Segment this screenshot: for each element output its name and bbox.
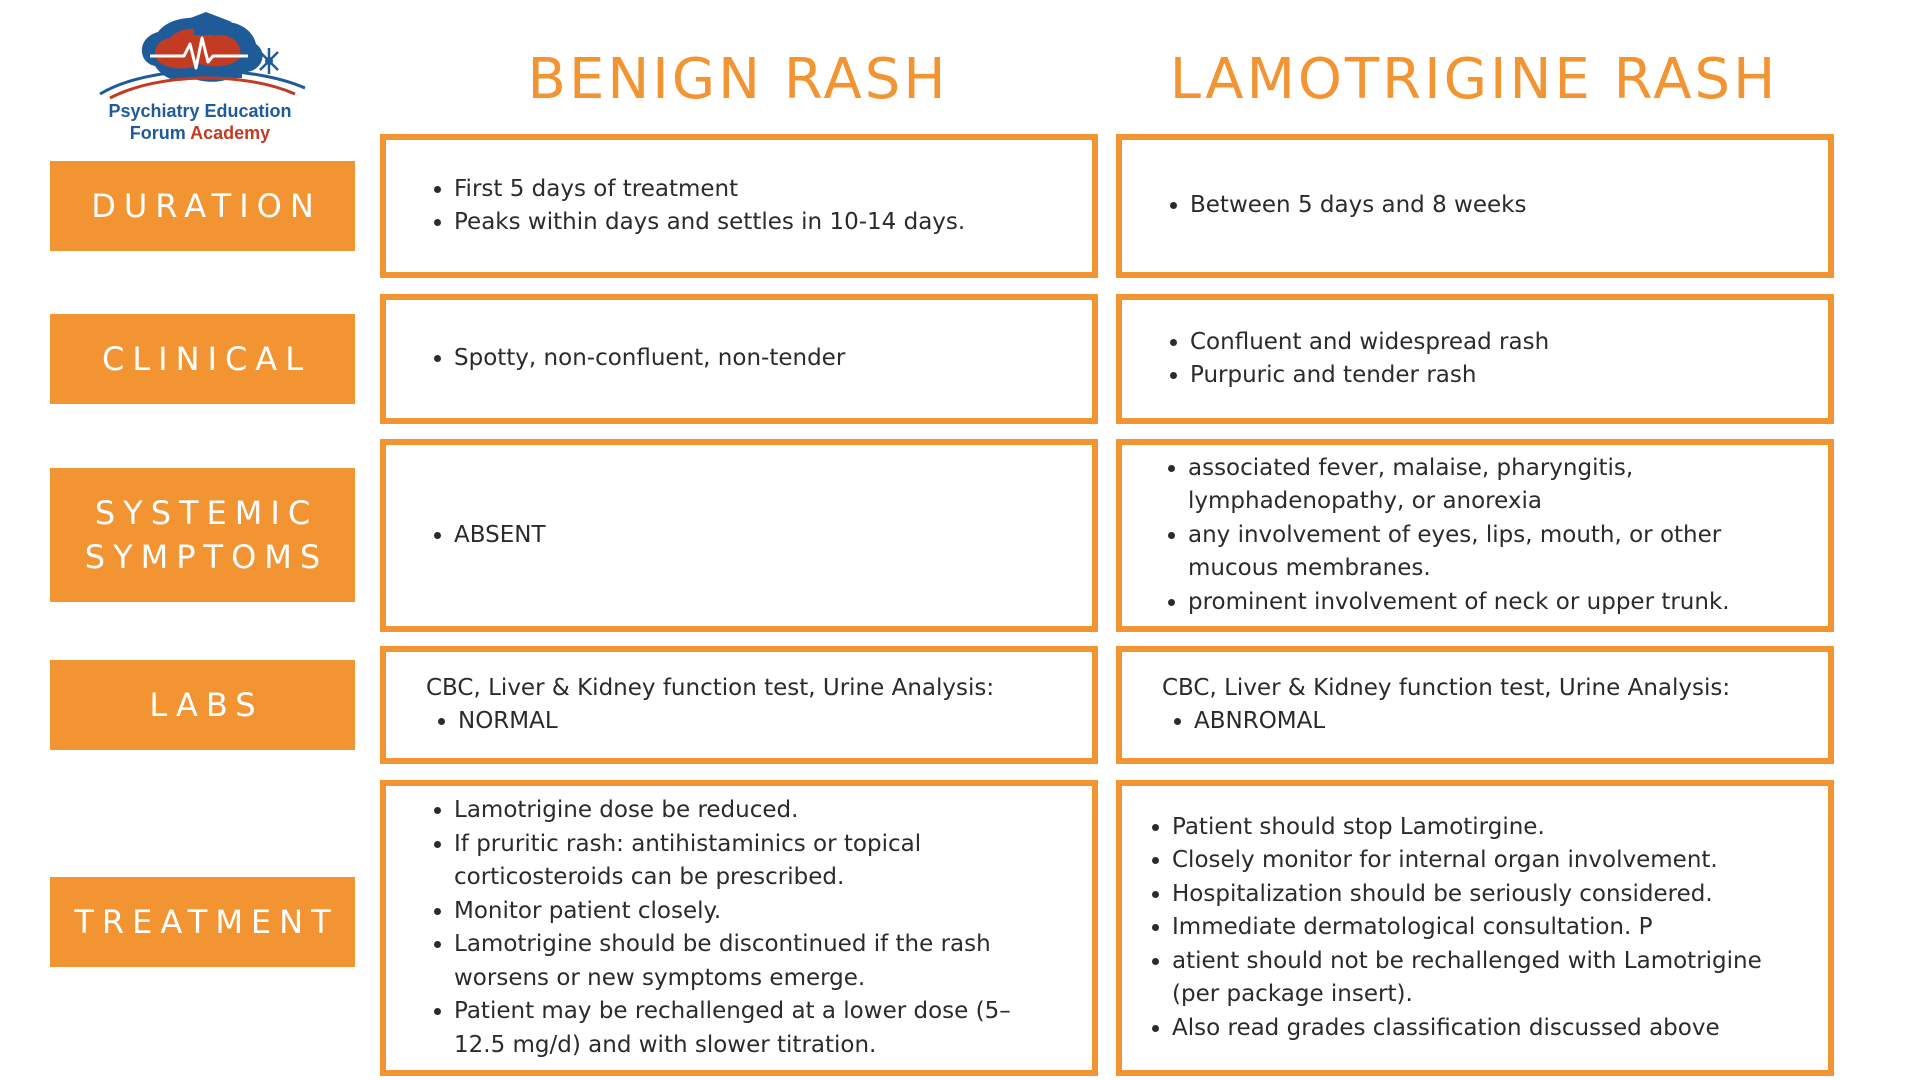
benign-treatment-list bbox=[422, 794, 1052, 1062]
lamotrigine-treatment-cell bbox=[1116, 780, 1834, 1076]
row-label-treatment: TREATMENT bbox=[50, 877, 355, 967]
benign-systemic-cell bbox=[380, 439, 1098, 632]
list-item: • NORMAL bbox=[458, 705, 1072, 739]
benign-clinical-list bbox=[422, 342, 1072, 376]
row-label-labs: LABS bbox=[50, 660, 355, 750]
logo-text bbox=[80, 100, 320, 144]
benign-treatment-cell bbox=[380, 780, 1098, 1076]
list-item: • any involvement of eyes, lips, mouth, or other mucous membranes. bbox=[1188, 519, 1808, 586]
list-item: • If pruritic rash: antihistaminics or topical corticosteroids can be prescribed. bbox=[454, 828, 1052, 895]
list-item: • Lamotrigine should be discontinued if the rash worsens or new symptoms emerge. bbox=[454, 928, 1052, 995]
list-item: • atient should not be rechallenged with Lamotrigine (per package insert). bbox=[1172, 945, 1798, 1012]
list-item: • First 5 days of treatment bbox=[454, 173, 1072, 207]
lamotrigine-clinical-cell bbox=[1116, 294, 1834, 424]
benign-systemic-list bbox=[422, 519, 1072, 553]
benign-labs-cell bbox=[380, 646, 1098, 764]
row-label-systemic-line2: SYMPTOMS bbox=[84, 538, 329, 576]
lamotrigine-labs-intro: CBC, Liver & Kidney function test, Urine Analysis: bbox=[1162, 674, 1731, 701]
benign-clinical-cell bbox=[380, 294, 1098, 424]
lamotrigine-labs-cell bbox=[1116, 646, 1834, 764]
list-item: • Closely monitor for internal organ involvement. bbox=[1172, 844, 1798, 878]
benign-duration-cell bbox=[380, 134, 1098, 278]
list-item: • Immediate dermatological consultation. P bbox=[1172, 911, 1798, 945]
list-item: • Between 5 days and 8 weeks bbox=[1190, 189, 1808, 223]
lamotrigine-clinical-list bbox=[1158, 326, 1808, 393]
list-item: • Hospitalization should be seriously considered. bbox=[1172, 878, 1798, 912]
academy-logo bbox=[80, 8, 320, 148]
list-item: • Monitor patient closely. bbox=[454, 895, 1052, 929]
lamotrigine-treatment-list bbox=[1140, 811, 1798, 1046]
brain-with-mortarboard-and-heartbeat-icon bbox=[80, 8, 320, 103]
lamotrigine-labs-list bbox=[1162, 705, 1808, 739]
list-item: • Spotty, non-confluent, non-tender bbox=[454, 342, 1072, 376]
benign-labs-list bbox=[426, 705, 1072, 739]
list-item: • Patient should stop Lamotirgine. bbox=[1172, 811, 1798, 845]
logo-line-1: Psychiatry Education bbox=[108, 101, 292, 121]
list-item: • Also read grades classification discussed above bbox=[1172, 1012, 1798, 1046]
lamotrigine-duration-cell bbox=[1116, 134, 1834, 278]
logo-word-academy: Academy bbox=[190, 123, 271, 143]
row-label-systemic-line1: SYSTEMIC bbox=[94, 494, 319, 532]
benign-labs-intro: CBC, Liver & Kidney function test, Urine Analysis: bbox=[426, 674, 995, 701]
list-item: • Patient may be rechallenged at a lower dose (5–12.5 mg/d) and with slower titration. bbox=[454, 995, 1052, 1062]
logo-line-2 bbox=[80, 122, 320, 144]
row-label-systemic-symptoms bbox=[50, 468, 355, 602]
lamotrigine-systemic-list bbox=[1158, 452, 1808, 620]
list-item: • Confluent and widespread rash bbox=[1190, 326, 1808, 360]
list-item: • associated fever, malaise, pharyngitis, lymphadenopathy, or anorexia bbox=[1188, 452, 1808, 519]
lamotrigine-systemic-cell bbox=[1116, 439, 1834, 632]
list-item: • ABNROMAL bbox=[1194, 705, 1808, 739]
logo-word-forum: Forum bbox=[129, 123, 186, 143]
list-item: • Peaks within days and settles in 10-14 days. bbox=[454, 206, 1072, 240]
row-label-clinical: CLINICAL bbox=[50, 314, 355, 404]
lamotrigine-rash-heading: LAMOTRIGINE RASH bbox=[1169, 47, 1779, 112]
lamotrigine-duration-list bbox=[1158, 189, 1808, 223]
row-label-duration: DURATION bbox=[50, 161, 355, 251]
benign-rash-heading: BENIGN RASH bbox=[527, 47, 949, 112]
list-item: • Lamotrigine dose be reduced. bbox=[454, 794, 1052, 828]
list-item: • ABSENT bbox=[454, 519, 1072, 553]
list-item: • Purpuric and tender rash bbox=[1190, 359, 1808, 393]
benign-duration-list bbox=[422, 173, 1072, 240]
list-item: • prominent involvement of neck or upper trunk. bbox=[1188, 586, 1808, 620]
